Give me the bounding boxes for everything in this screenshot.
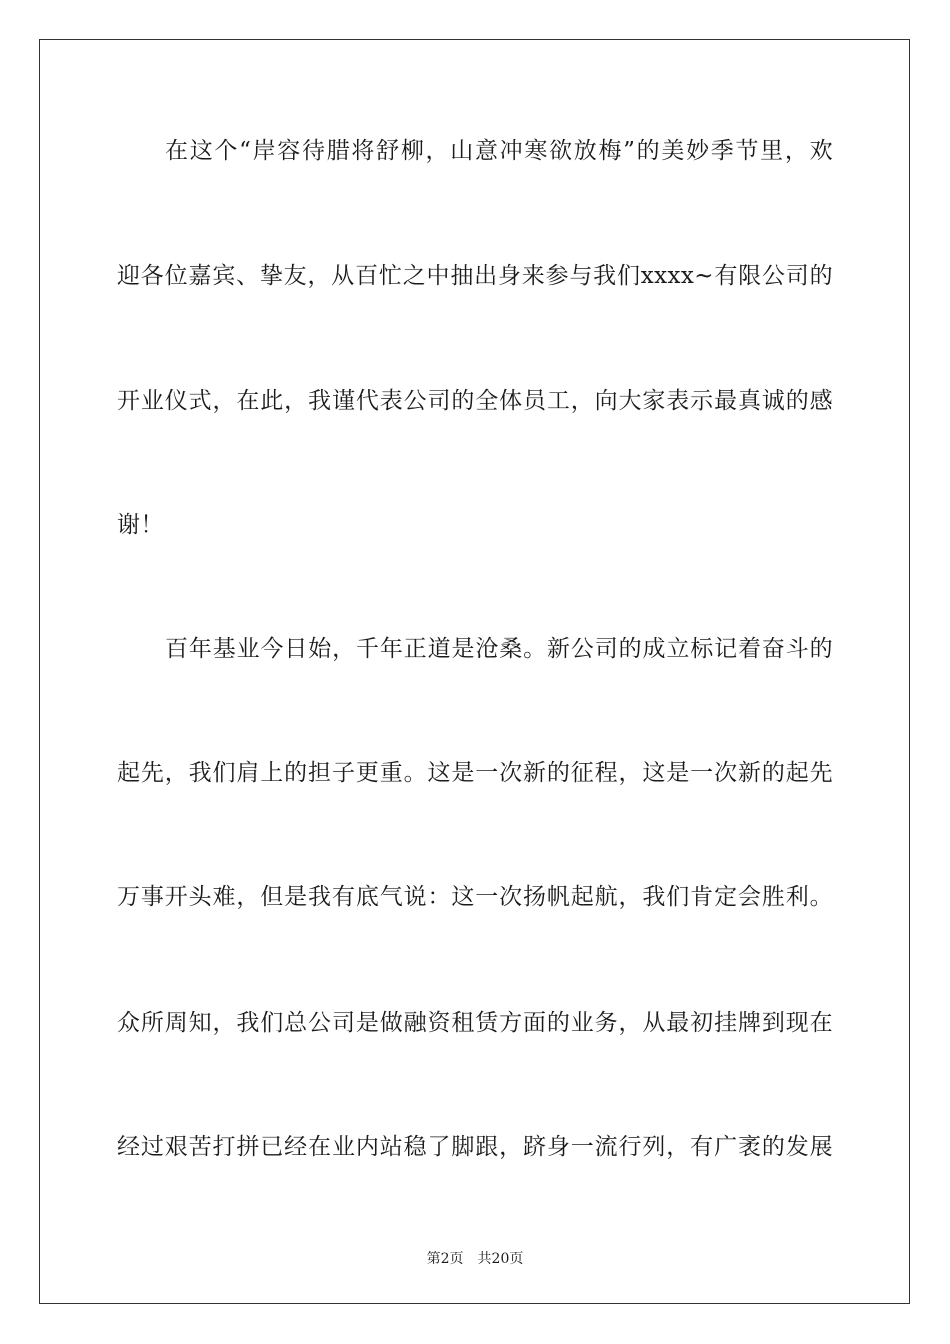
text-line: 谢！ (117, 512, 164, 538)
page-total: 共20页 (477, 1251, 524, 1267)
page-number: 第2页 (426, 1251, 464, 1267)
text-line: 在这个“岸容待腊将舒柳，山意冲寒欲放梅”的美妙季节里，欢 (165, 138, 833, 164)
page-footer (0, 1250, 950, 1268)
text-line: 经过艰苦打拼已经在业内站稳了脚跟，跻身一流行列，有广袤的发展 (117, 1134, 833, 1160)
text-line: 迎各位嘉宾、挚友，从百忙之中抽出身来参与我们xxxx~有限公司的 (117, 263, 833, 289)
text-line: 起先，我们肩上的担子更重。这是一次新的征程，这是一次新的起先 (117, 760, 833, 786)
page-frame (39, 39, 910, 1304)
text-line: 众所周知，我们总公司是做融资租赁方面的业务，从最初挂牌到现在 (117, 1010, 833, 1036)
text-line: 万事开头难，但是我有底气说：这一次扬帆起航，我们肯定会胜利。 (117, 884, 833, 910)
text-line: 百年基业今日始，千年正道是沧桑。新公司的成立标记着奋斗的 (165, 636, 833, 662)
text-line: 开业仪式，在此，我谨代表公司的全体员工，向大家表示最真诚的感 (117, 388, 833, 414)
